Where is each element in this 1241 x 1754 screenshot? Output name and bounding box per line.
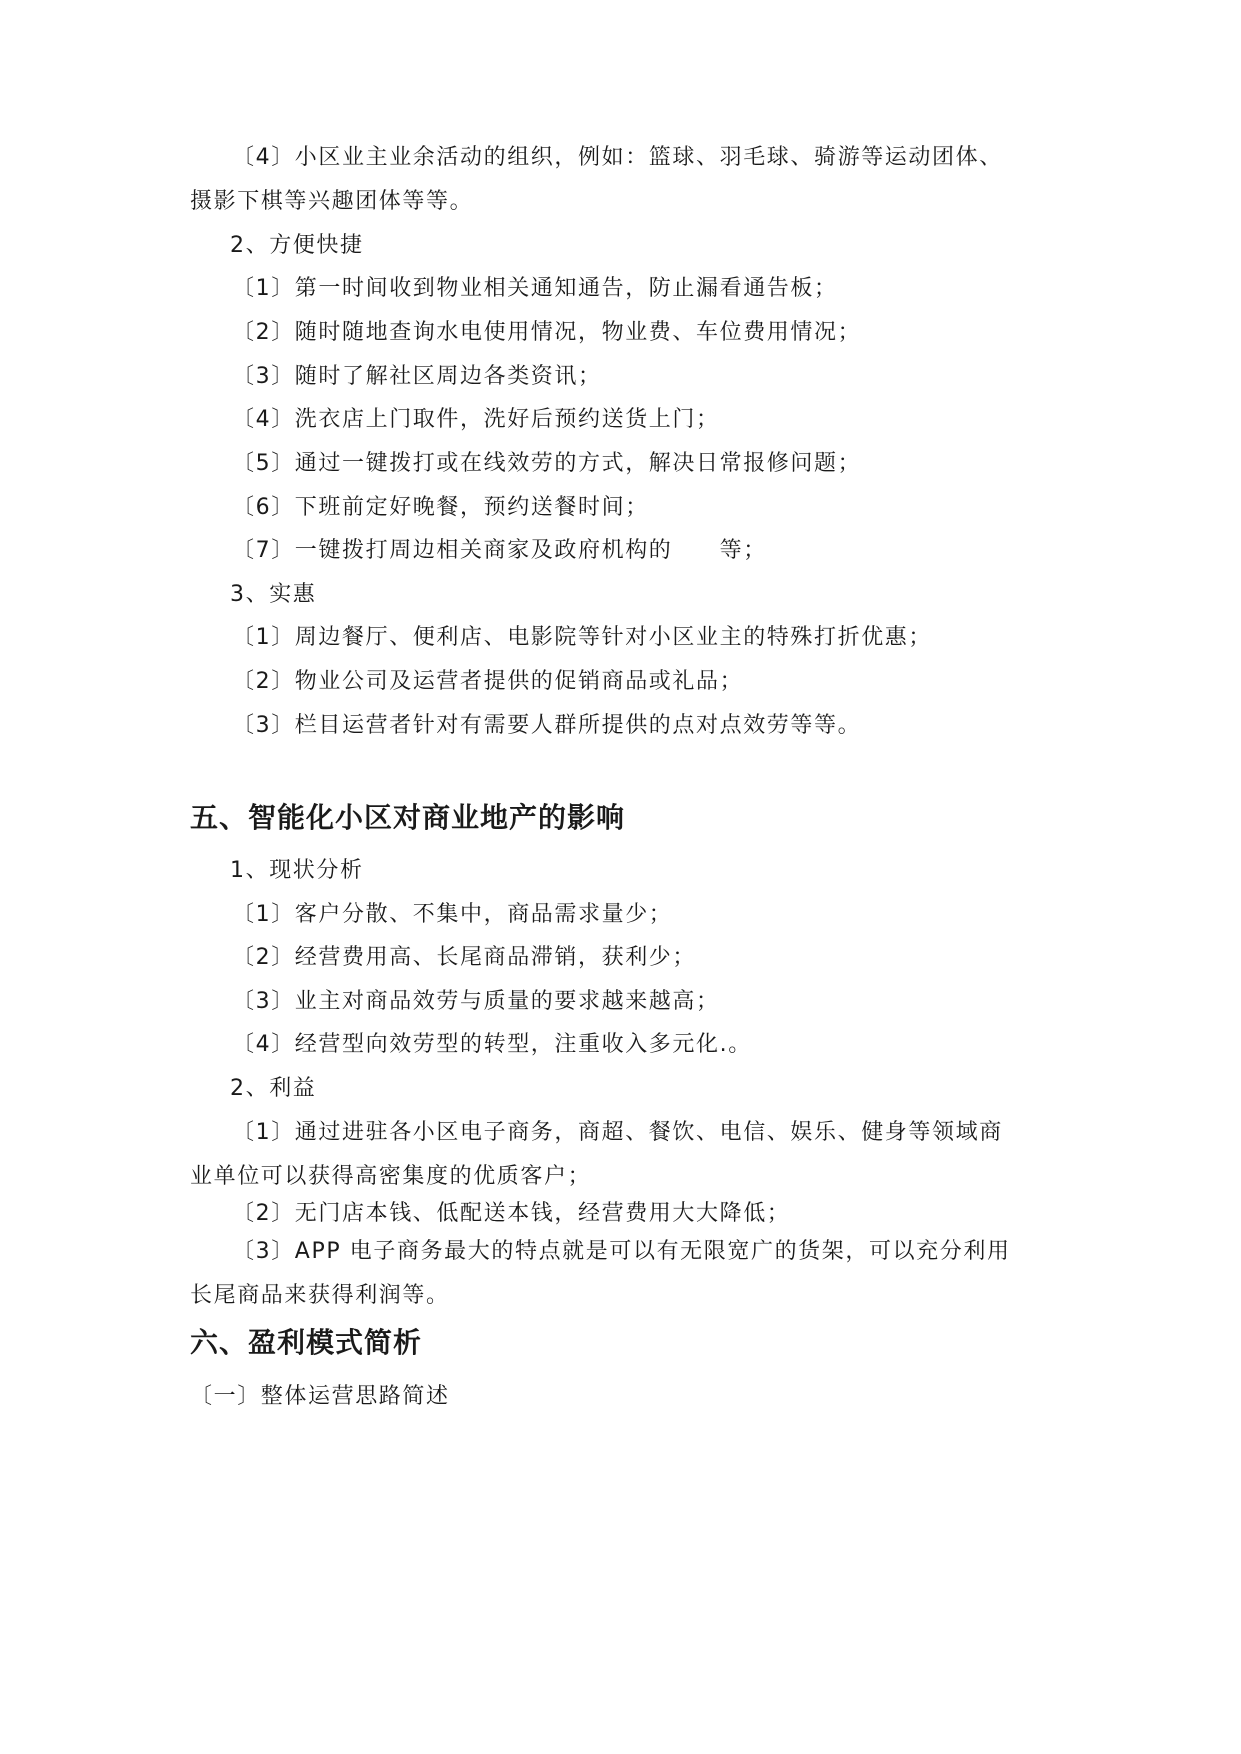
subsection-heading: 2、方便快捷	[230, 233, 364, 258]
list-item: 〔1〕第一时间收到物业相关通知通告，防止漏看通告板；	[232, 276, 838, 301]
paragraph-line: 长尾商品来获得利润等。	[190, 1283, 450, 1308]
list-item: 〔2〕随时随地查询水电使用情况，物业费、车位费用情况；	[232, 320, 862, 345]
paragraph-line: 业单位可以获得高密集度的优质客户；	[190, 1164, 592, 1189]
list-item: 〔3〕业主对商品效劳与质量的要求越来越高；	[232, 989, 720, 1014]
list-item: 〔1〕周边餐厅、便利店、电影院等针对小区业主的特殊打折优惠；	[232, 625, 932, 650]
list-item: 〔1〕客户分散、不集中，商品需求量少；	[232, 902, 673, 927]
list-item: 〔4〕经营型向效劳型的转型，注重收入多元化.。	[232, 1032, 752, 1057]
section-heading: 六、盈利模式简析	[190, 1326, 423, 1359]
list-item: 〔6〕下班前定好晚餐，预约送餐时间；	[232, 495, 649, 520]
paragraph-line: 摄影下棋等兴趣团体等等。	[190, 189, 474, 214]
subsection-heading: 2、利益	[230, 1076, 317, 1101]
list-item: 〔2〕经营费用高、长尾商品滞销，获利少；	[232, 945, 696, 970]
subsection-heading: 1、现状分析	[230, 858, 364, 883]
paragraph-line: 〔1〕通过进驻各小区电子商务，商超、餐饮、电信、娱乐、健身等领域商	[232, 1120, 1003, 1145]
list-item: 〔5〕通过一键拨打或在线效劳的方式，解决日常报修问题；	[232, 451, 862, 476]
list-item: 〔2〕无门店本钱、低配送本钱，经营费用大大降低；	[232, 1201, 791, 1226]
list-item: 〔3〕栏目运营者针对有需要人群所提供的点对点效劳等等。	[232, 713, 862, 738]
subsection-heading: 3、实惠	[230, 582, 317, 607]
section-heading: 五、智能化小区对商业地产的影响	[190, 801, 626, 834]
paragraph-line: 〔4〕小区业主业余活动的组织，例如：篮球、羽毛球、骑游等运动团体、	[232, 145, 1003, 170]
subsection-heading: 〔一〕整体运营思路简述	[190, 1384, 450, 1409]
paragraph-line: 〔3〕APP 电子商务最大的特点就是可以有无限宽广的货架，可以充分利用	[232, 1239, 1011, 1264]
list-item: 〔7〕一键拨打周边相关商家及政府机构的 等；	[232, 538, 767, 563]
list-item: 〔3〕随时了解社区周边各类资讯；	[232, 364, 602, 389]
list-item: 〔2〕物业公司及运营者提供的促销商品或礼品；	[232, 669, 744, 694]
list-item: 〔4〕洗衣店上门取件，洗好后预约送货上门；	[232, 407, 720, 432]
